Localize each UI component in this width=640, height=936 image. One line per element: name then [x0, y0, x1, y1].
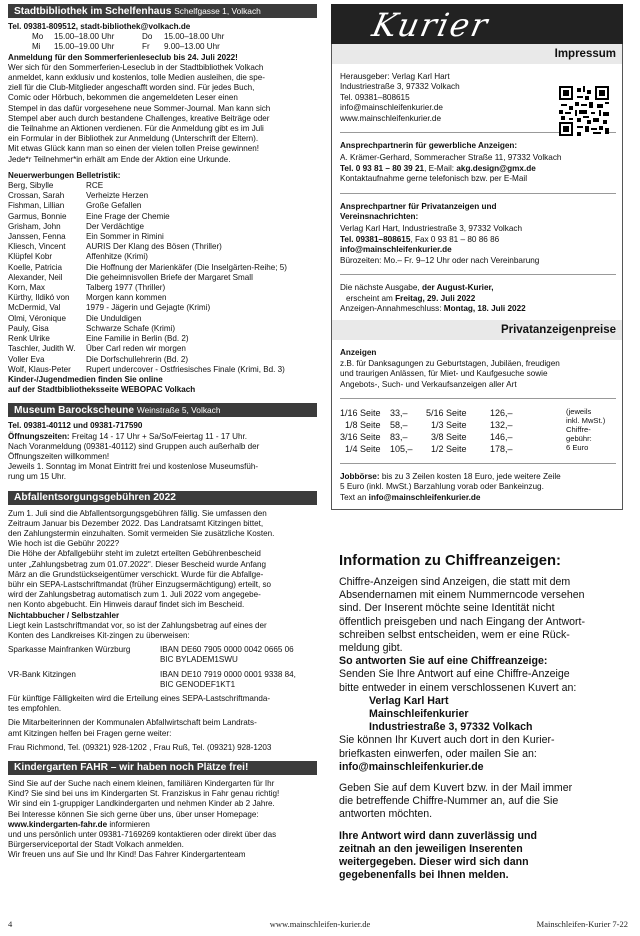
text-line: Mit etwas Glück kann man so einen der vielen tollen Preise gewinnen!	[8, 144, 260, 154]
text-line: gegebenenfalls bei Ihnen melden.	[339, 869, 509, 882]
book-title: AURIS Der Klang des Bösen (Thriller)	[86, 242, 222, 252]
text-line: Jede*r Teilnehmer*in erhält am Ende der Aktion eine Urkunde.	[8, 154, 231, 164]
book-author: Voller Eva	[8, 354, 45, 364]
chiffre-title: Information zu Chiffreanzeigen:	[339, 553, 561, 569]
book-author: Taschler, Judith W.	[8, 344, 76, 354]
text-line: Bürgerserviceportal der Stadt Volkach anmelden.	[8, 840, 184, 850]
text-line: Comic oder Hörbuch, bekommen die angemeldeten Leser einen	[8, 93, 238, 103]
nonpay-title: Nichtabbucher / Selbstzahler	[8, 610, 120, 620]
price-value: 146,–	[490, 431, 513, 442]
price-value: 126,–	[490, 407, 513, 418]
museum-hours	[8, 432, 317, 442]
price-note	[566, 407, 622, 452]
text-line: wird der Zahlungsbetrag automatisch zum 1. Juli 2022 vom angegebe-	[8, 590, 261, 600]
book-author: Alexander, Neil	[8, 272, 63, 282]
book-title: Ein Sommer in Rimini	[86, 232, 164, 242]
priv-tel: Tel. 09381–808615	[340, 234, 411, 244]
library-contact: Tel. 09381-809512, stadt-bibliothek@volkach.de	[8, 22, 191, 31]
book-title: Verheizte Herzen	[86, 191, 149, 201]
text-line: März an die Grundstückseigentümer verschickt. Wurde für die Abfallge-	[8, 569, 264, 579]
text-line: inkl. MwSt.)	[566, 415, 606, 425]
library-hours	[8, 32, 317, 52]
priv-contact-address: Verlag Karl Hart, Industriestraße 3, 97332 Volkach	[340, 224, 523, 234]
next-issue-name: der August-Kurier,	[421, 283, 494, 293]
kindergarten-section-header	[8, 761, 317, 775]
text-line: die Teilnahme an Aktionen verdienen. Für die Anmeldung gibt es im Juli	[8, 124, 264, 134]
text-line: ziell für die Club-Mitglieder angeschafft worden sind. Für jedes Buch,	[8, 83, 255, 93]
kindergarten-link[interactable]: www.kindergarten-fahr.de	[8, 819, 108, 829]
text-line: Wir freuen uns auf Sie und Ihr Kind! Das Fahrer Kindergartenteam	[8, 850, 246, 860]
new-books-title: Neuerwerbungen Belletristik:	[8, 170, 121, 180]
text-line: Angebots-, Such- und Verkaufsanzeigen aller Art	[340, 379, 517, 389]
book-title: Rupert undercover - Ostfriesisches Finale (Krimi, Bd. 3)	[86, 364, 285, 374]
biz-contact-note: Kontaktaufnahme gerne telefonisch bzw. per E-Mail	[340, 174, 528, 184]
price-size: 5/16 Seite	[426, 407, 467, 418]
museum-contact: Tel. 09381-40112 und 09381-717590	[8, 421, 143, 431]
text-line: Chiffre-Anzeigen sind Anzeigen, die statt mit dem	[339, 576, 571, 588]
text-line: die betreffende Chiffre-Nummer an, auf die Sie	[339, 795, 559, 808]
book-author: Koelle, Patricia	[8, 262, 62, 272]
text-line: weitergegeben. Dieser wird sich dann	[339, 856, 529, 869]
text-span: Die nächste Ausgabe,	[340, 283, 422, 293]
waste-contacts: Frau Richmond, Tel. (09321) 928-1202 , Frau Ruß, Tel. (09321) 928-1203	[8, 742, 272, 752]
book-title: 1979 - Jägerin und Gejagte (Krimi)	[86, 303, 211, 313]
bank-account	[8, 670, 317, 690]
text-line: öffentlich preisgeben und nach Eingang der Antwort-	[339, 615, 585, 628]
jobs-line	[340, 472, 616, 482]
museum-hours-text: Freitag 14 - 17 Uhr + Sa/So/Feiertag 11 - 17 Uhr.	[71, 431, 247, 441]
text-line: sind. Der Inserent möchte seine Identität nicht	[339, 602, 555, 615]
book-author: Wolf, Klaus-Peter	[8, 364, 71, 374]
text-line: Nach Voranmeldung (09381-40112) sind Gruppen auch außerhalb der	[8, 441, 260, 451]
book-author: Renk Ulrike	[8, 334, 50, 344]
text-line: den Zahlungstermin einzuhalten. Somit vermeiden Sie zusätzliche Kosten.	[8, 528, 275, 538]
text-span: informieren	[107, 819, 150, 829]
price-size: 3/16 Seite	[340, 431, 381, 442]
price-value: 33,–	[390, 407, 408, 418]
book-title: Schwarze Schafe (Krimi)	[86, 323, 176, 333]
text-line: Öffnungszeiten willkommen!	[8, 451, 110, 461]
hours-day: Mi	[32, 42, 41, 52]
deadline-line	[340, 304, 616, 314]
text-line: Absendernamen mit einem Nummerncode versehen	[339, 589, 585, 602]
book-author: Crossan, Sarah	[8, 191, 65, 201]
book-title: Affenhitze (Krimi)	[86, 252, 148, 262]
text-span: Anzeigen-Annahmeschluss:	[340, 303, 444, 313]
text-line: tes empfohlen.	[8, 704, 62, 714]
book-author: Berg, Sibylle	[8, 181, 54, 191]
book-title: Morgen kann kommen	[86, 293, 167, 303]
text-line: zeitnah an den jeweiligen Inserenten	[339, 842, 523, 855]
price-table	[340, 407, 616, 455]
priv-contact-title: Vereinsnachrichten:	[340, 212, 419, 222]
issue-label: Mainschleifen-Kurier 7-22	[536, 919, 628, 929]
office-hours: Bürozeiten: Mo.– Fr. 9–12 Uhr oder nach Vereinbarung	[340, 255, 540, 265]
priv-email[interactable]: info@mainschleifenkurier.de	[340, 245, 452, 255]
text-span: erscheint am	[346, 293, 396, 303]
price-size: 1/2 Seite	[431, 443, 467, 454]
text-line: amt Kitzingen helfen bei Fragen gerne weiter:	[8, 728, 172, 738]
text-line: Liegt kein Lastschriftmandat vor, so ist der Zahlungsbetrag auf eines der	[8, 620, 267, 630]
chiffre-email[interactable]: info@mainschleifenkurier.de	[339, 760, 484, 773]
price-size: 1/3 Seite	[431, 419, 467, 430]
next-issue-date-line	[340, 294, 616, 304]
text-line: Die Höhe der Abfallgebühr steht im zuletzt erteilten Gebührenbescheid	[8, 549, 261, 559]
text-span: , E-Mail:	[424, 163, 457, 173]
book-title: Talberg 1977 (Thriller)	[86, 283, 166, 293]
library-title: Stadtbibliothek im Schelfenhaus	[14, 6, 172, 17]
book-author: Garmus, Bonnie	[8, 211, 67, 221]
text-line: nen Konto abgebucht. Ein Hinweis darauf findet sich im Bescheid.	[8, 600, 245, 610]
text-line: briefkasten einwerfen, oder mailen Sie an:	[339, 747, 537, 760]
prices-title: Privatanzeigenpreise	[332, 320, 622, 340]
waste-section-header	[8, 491, 317, 505]
book-author: Grisham, John	[8, 221, 61, 231]
text-line: 5 Euro (inkl. MwSt.) Barzahlung vorab oder Bankeinzug.	[340, 482, 544, 492]
text-line: z.B. für Danksagungen zu Geburtstagen, Jubiläen, freudigen	[340, 358, 560, 368]
waste-question: Wie hoch ist die Gebühr 2022?	[8, 539, 120, 549]
price-size: 1/16 Seite	[340, 407, 381, 418]
hours-time: 15.00–18.00 Uhr	[164, 32, 225, 42]
text-line: Sie können Ihr Kuvert auch dort in den Kurier-	[339, 734, 555, 747]
chiffre-address-line: Mainschleifenkurier	[369, 708, 469, 721]
book-title: Eine Familie in Berlin (Bd. 2)	[86, 334, 189, 344]
price-value: 132,–	[490, 419, 513, 430]
book-title: Die Dorfschullehrerin (Bd. 2)	[86, 354, 189, 364]
text-line: Konten des Landkreises Kit-zingen zu überweisen:	[8, 630, 190, 640]
text-line: Wir sind ein 1-gruppiger Landkindergarten und nehmen Kinder ab 2 Jahre.	[8, 799, 275, 809]
jobs-label: Jobbörse:	[340, 471, 380, 481]
text-line: Sind Sie auf der Suche nach einem kleinen, familiären Kindergarten für Ihr	[8, 779, 275, 788]
book-title: Eine Frage der Chemie	[86, 211, 170, 221]
text-line: Die Mitarbeiterinnen der Kommunalen Abfallwirtschaft beim Landrats-	[8, 718, 257, 728]
text-line: Kind? Sie sind bei uns im Kindergarten St. Franziskus in Fahr genau richtig!	[8, 789, 280, 799]
text-line: anmeldet, kann exklusiv und kostenlos, tolle Medien ausleihen, die spe-	[8, 73, 265, 83]
hours-time: 9.00–13.00 Uhr	[164, 42, 220, 52]
hours-day: Do	[142, 32, 153, 42]
next-issue-line	[340, 283, 616, 293]
bank-bic: BIC GENODEF1KT1	[160, 679, 236, 689]
price-value: 83,–	[390, 431, 408, 442]
book-title: Große Gefallen	[86, 201, 142, 211]
text-line: und uns persönlich unter 09381-7169269 kontaktieren oder direkt über das	[8, 830, 277, 840]
book-author: Klüpfel Kobr	[8, 252, 53, 262]
leseclub-text	[8, 63, 317, 165]
footer-url[interactable]: www.mainschleifen-kurier.de	[269, 919, 371, 929]
bank-bic: BIC BYLADEM1SWU	[160, 655, 238, 665]
priv-fax: , Fax 0 93 81 – 80 86 86	[410, 234, 500, 244]
book-author: Pauly, Gisa	[8, 323, 49, 333]
bank-iban: IBAN DE10 7919 0000 0001 9338 84,	[160, 669, 296, 679]
book-title: Die geheimnisvollen Briefe der Margaret Small	[86, 272, 253, 282]
text-line: (jeweils	[566, 406, 592, 416]
book-title: Die Hoffnung der Marienkäfer (Die Inselgärten-Reihe; 5)	[86, 262, 287, 272]
price-size: 1/8 Seite	[345, 419, 381, 430]
museum-hours-label: Öffnungszeiten:	[8, 431, 70, 441]
book-author: Olmi, Véronique	[8, 313, 67, 323]
hours-time: 15.00–18.00 Uhr	[54, 32, 115, 42]
text-line: meldung gibt.	[339, 642, 403, 655]
price-size: 1/4 Seite	[345, 443, 381, 454]
museum-section-header	[8, 403, 317, 417]
text-line: Bei Interesse können Sie sich gerne über uns, über unser Homepage:	[8, 809, 259, 819]
jobs-email[interactable]: info@mainschleifenkurier.de	[368, 492, 481, 502]
text-line: ein Formular in der Bibliothek zur Anmeldung (Unterschrift der Eltern).	[8, 134, 259, 144]
price-value: 58,–	[390, 419, 408, 430]
text-line: bitte entweder in einem verschlossenen Kuvert an:	[339, 681, 577, 694]
biz-contact-title: Ansprechpartnerin für gewerbliche Anzeigen:	[340, 141, 518, 151]
hours-time: 15.00–19.00 Uhr	[54, 42, 115, 52]
page-number: 4	[8, 919, 13, 929]
opac-note: Kinder-/Jugendmedien finden Sie online	[8, 374, 163, 384]
biz-contact-address: A. Krämer-Gerhard, Sommeracher Straße 11, 97332 Volkach	[340, 153, 562, 163]
book-author: Kürthy, Ildikó von	[8, 293, 70, 303]
kurier-logo-banner	[331, 4, 623, 44]
text-line: Für künftige Fälligkeiten wird die Erteilung eines SEPA-Lastschriftmanda-	[8, 693, 271, 703]
book-author: Janssen, Fenna	[8, 232, 66, 242]
new-books-list	[8, 181, 317, 375]
priv-contact-title: Ansprechpartner für Privatanzeigen und	[340, 201, 497, 211]
bank-name: Sparkasse Mainfranken Würzburg	[8, 645, 131, 655]
text-line: schreiben selbst entscheiden, wem er eine Rück-	[339, 628, 570, 641]
book-author: McDermid, Val	[8, 303, 61, 313]
text-line: Zeitraum Januar bis Dezember 2022. Das Landratsamt Kitzingen bittet,	[8, 518, 264, 528]
ads-title: Anzeigen	[340, 348, 377, 358]
bank-name: VR-Bank Kitzingen	[8, 669, 76, 679]
biz-email[interactable]: akg.design@gmx.de	[456, 163, 536, 173]
text-line: Jeweils 1. Sonntag im Monat Eintritt frei und kostenlose Museumsfüh-	[8, 462, 259, 472]
publisher-line: Herausgeber: Verlag Karl Hart	[340, 72, 450, 81]
publisher-line: Tel. 09381–808615	[340, 92, 410, 102]
kindergarten-title: Kindergarten FAHR – wir haben noch Plätze frei!	[14, 762, 249, 773]
text-line: 6 Euro	[566, 442, 589, 452]
right-column	[331, 4, 623, 510]
text-line: Wer sich für den Sommerferien-Leseclub in der Stadtbibliothek Volkach	[8, 62, 264, 72]
text-line: Ihre Antwort wird dann zuverlässig und	[339, 829, 537, 842]
kurier-logo: Kurier	[368, 6, 493, 44]
text-line: Geben Sie auf dem Kuvert bzw. in der Mail immer	[339, 782, 573, 795]
book-title: Der Verdächtige	[86, 221, 145, 231]
hours-day: Mo	[32, 32, 44, 42]
library-address: Schelfgasse 1, Volkach	[174, 6, 261, 16]
book-title: Über Carl reden wir morgen	[86, 344, 186, 354]
leseclub-title: Anmeldung für den Sommerferienleseclub bis 24. Juli 2022!	[8, 52, 238, 62]
text-line: antworten möchten.	[339, 808, 433, 821]
hours-day: Fr	[142, 42, 150, 52]
chiffre-address-line: Industriestraße 3, 97332 Volkach	[369, 721, 533, 734]
book-author: Kliesch, Vincent	[8, 242, 66, 252]
chiffre-address-line: Verlag Karl Hart	[369, 694, 449, 707]
text-line: Chiffre-	[566, 424, 591, 434]
deadline-date: Montag, 18. Juli 2022	[443, 303, 526, 313]
publisher-line: Industriestraße 3, 97332 Volkach	[340, 82, 460, 92]
text-line: rung um 15 Uhr.	[8, 472, 67, 482]
price-value: 178,–	[490, 443, 513, 454]
price-value: 105,–	[390, 443, 413, 454]
book-title: RCE	[86, 181, 104, 191]
impressum-title: Impressum	[332, 44, 622, 64]
price-size: 3/8 Seite	[431, 431, 467, 442]
priv-contact-tel-line	[340, 235, 616, 245]
qr-code-icon	[559, 86, 609, 136]
museum-address: Weinstraße 5, Volkach	[136, 405, 221, 416]
book-author: Fishman, Lillian	[8, 201, 65, 211]
chiffre-how-title: So antworten Sie auf eine Chiffreanzeige:	[339, 655, 548, 668]
kindergarten-url-line	[8, 820, 317, 830]
text-line: gebühr:	[566, 433, 592, 443]
publisher-email[interactable]: info@mainschleifenkurier.de	[340, 103, 443, 113]
bank-account	[8, 645, 317, 665]
left-column	[8, 4, 317, 861]
text-line: Senden Sie Ihre Antwort auf eine Chiffre-Anzeige	[339, 668, 570, 681]
text-span: Text an	[340, 492, 369, 502]
text-line: Zum 1. Juli sind die Abfallentsorgungsgebühren fällig. Sie umfassen den	[8, 508, 267, 518]
chiffre-info	[339, 552, 625, 882]
jobs-mail-line	[340, 493, 616, 503]
publisher-website[interactable]: www.mainschleifenkurier.de	[340, 113, 442, 123]
text-line: unter „Zahlungsbetrag zum 01.07.2022". Dieser Bescheid wurde Anfang	[8, 559, 266, 569]
book-title: Die Unduldigen	[86, 313, 142, 323]
text-line: Stempel in das dafür vorgesehene neue Sommer-Journal. Man kann sich	[8, 103, 271, 113]
text-line: Stempel aber auch durch bestandene Challenges, kreative Beiträge oder	[8, 113, 270, 123]
text-line: bühr ein SEPA-Lastschriftmandat (früher Einzugsermächtigung) erteilt, so	[8, 579, 272, 589]
biz-contact-tel-line	[340, 164, 616, 174]
next-issue-date: Freitag, 29. Juli 2022	[395, 293, 476, 303]
bank-iban: IBAN DE60 7905 0000 0042 0665 06	[160, 645, 294, 655]
text-line: und traurigen Anlässen, für Miet- und Kaufgesuche sowie	[340, 369, 548, 379]
library-section-header	[8, 4, 317, 18]
museum-title: Museum Barockscheune	[14, 405, 135, 417]
waste-title: Abfallentsorgungsgebühren 2022	[14, 491, 176, 503]
opac-note: auf der Stadtbibliotheksseite WEBOPAC Volkach	[8, 385, 196, 395]
book-author: Korn, Max	[8, 283, 45, 293]
biz-tel: Tel. 0 93 81 – 80 39 21	[340, 163, 425, 173]
text-span: bis zu 3 Zeilen kosten 18 Euro, jede weitere Zeile	[379, 471, 561, 481]
